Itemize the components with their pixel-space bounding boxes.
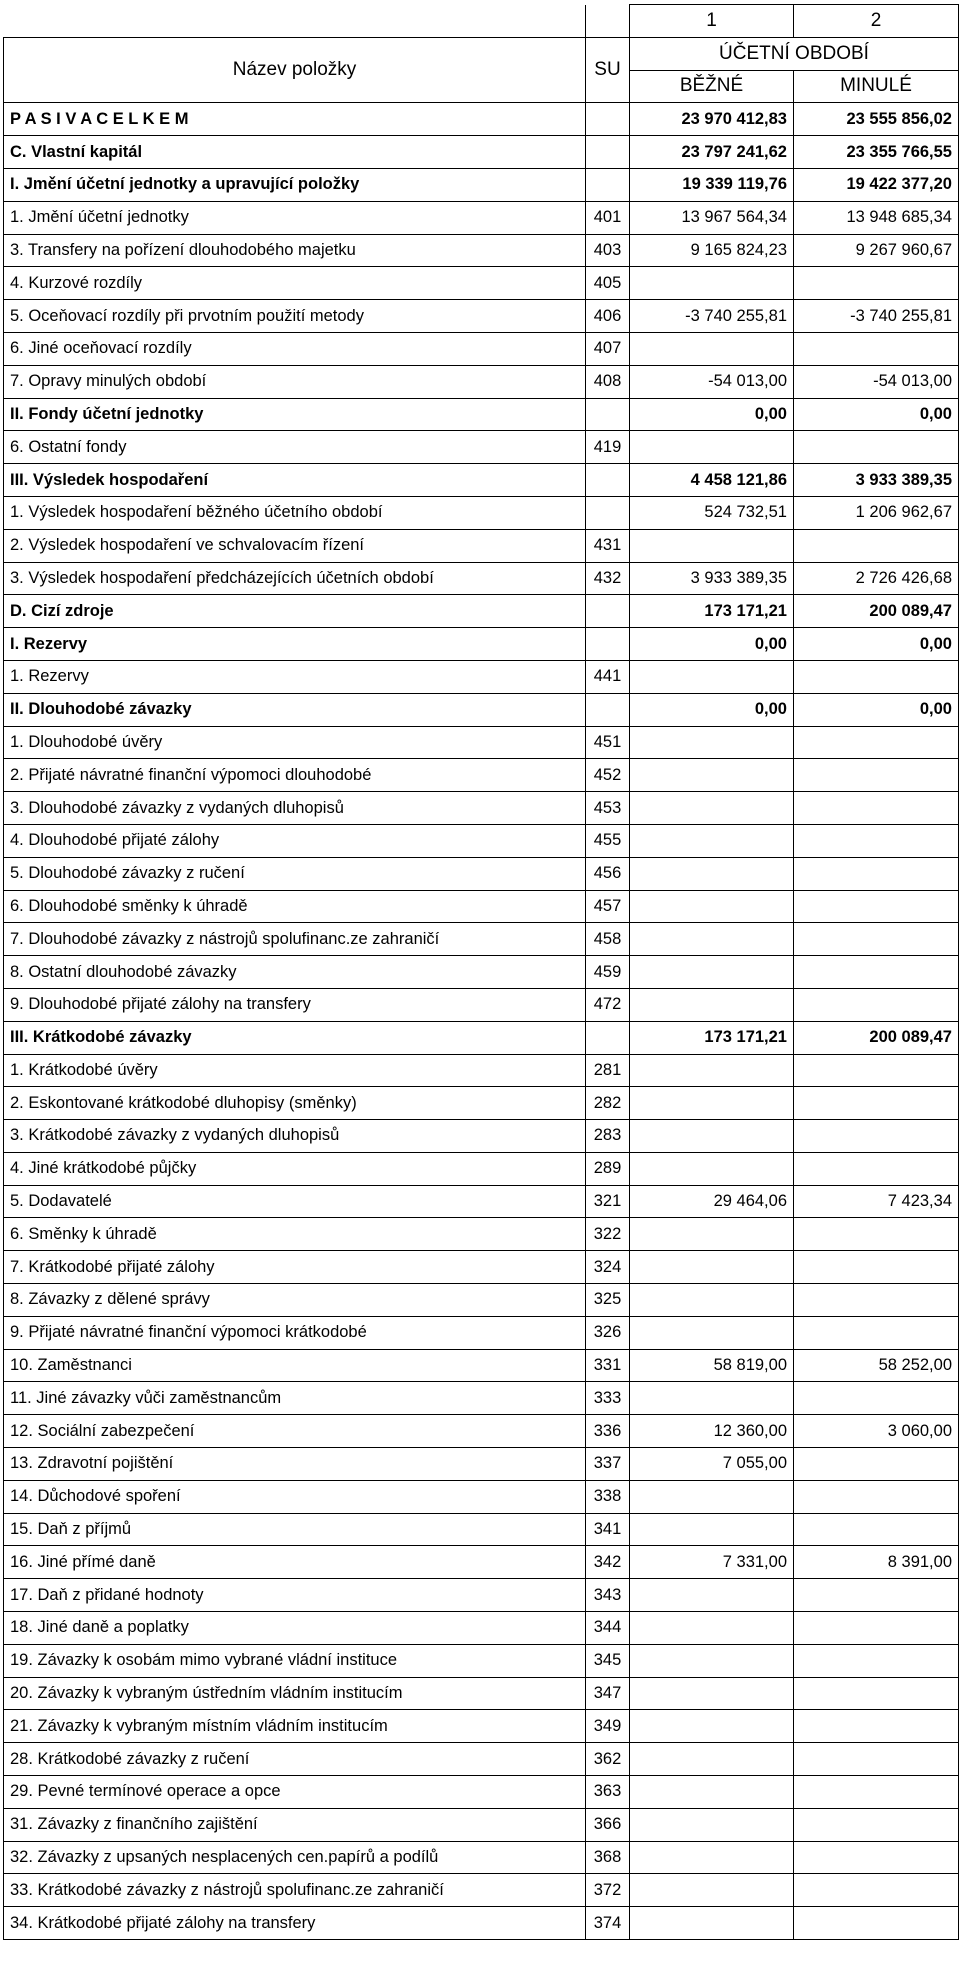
current-period-value bbox=[630, 726, 794, 759]
item-name-cell: 7. Opravy minulých období bbox=[4, 365, 586, 398]
table-row bbox=[4, 1579, 959, 1612]
su-code-cell bbox=[586, 464, 630, 497]
table-row bbox=[4, 365, 959, 398]
current-period-value: 29 464,06 bbox=[630, 1185, 794, 1218]
item-name-cell: 33. Krátkodobé závazky z nástrojů spolufinanc.ze zahraničí bbox=[4, 1874, 586, 1907]
previous-period-value: 58 252,00 bbox=[794, 1349, 959, 1382]
previous-period-value bbox=[794, 529, 959, 562]
item-name-cell: 5. Dodavatelé bbox=[4, 1185, 586, 1218]
current-period-value bbox=[630, 1152, 794, 1185]
previous-period-value bbox=[794, 726, 959, 759]
item-name-cell: 19. Závazky k osobám mimo vybrané vládní instituce bbox=[4, 1644, 586, 1677]
previous-period-value bbox=[794, 759, 959, 792]
table-row bbox=[4, 1284, 959, 1317]
previous-period-value bbox=[794, 1382, 959, 1415]
previous-period-value bbox=[794, 923, 959, 956]
su-code-cell bbox=[586, 628, 630, 661]
table-row bbox=[4, 726, 959, 759]
current-period-value bbox=[630, 1218, 794, 1251]
current-period-value bbox=[630, 332, 794, 365]
su-code-cell bbox=[586, 1021, 630, 1054]
previous-period-value: 8 391,00 bbox=[794, 1546, 959, 1579]
current-period-value: 0,00 bbox=[630, 693, 794, 726]
item-name-cell: 4. Dlouhodobé přijaté zálohy bbox=[4, 824, 586, 857]
su-code-cell: 432 bbox=[586, 562, 630, 595]
item-name-cell: II. Dlouhodobé závazky bbox=[4, 693, 586, 726]
table-row bbox=[4, 595, 959, 628]
item-name-cell: 3. Dlouhodobé závazky z vydaných dluhopisů bbox=[4, 792, 586, 825]
current-period-value bbox=[630, 1743, 794, 1776]
previous-period-value: 1 206 962,67 bbox=[794, 496, 959, 529]
current-period-value: 0,00 bbox=[630, 398, 794, 431]
table-row bbox=[4, 1152, 959, 1185]
su-code-cell: 322 bbox=[586, 1218, 630, 1251]
item-name-cell: 3. Transfery na pořízení dlouhodobého majetku bbox=[4, 234, 586, 267]
previous-period-value: 23 355 766,55 bbox=[794, 136, 959, 169]
table-row bbox=[4, 1644, 959, 1677]
su-code-cell: 451 bbox=[586, 726, 630, 759]
current-period-value: 173 171,21 bbox=[630, 595, 794, 628]
table-row bbox=[4, 1907, 959, 1940]
header-blank-cell bbox=[586, 5, 630, 38]
su-code-cell: 337 bbox=[586, 1448, 630, 1481]
current-period-value bbox=[630, 824, 794, 857]
table-row bbox=[4, 792, 959, 825]
su-code-cell: 343 bbox=[586, 1579, 630, 1612]
table-row bbox=[4, 398, 959, 431]
previous-period-value bbox=[794, 1218, 959, 1251]
current-period-value bbox=[630, 1480, 794, 1513]
previous-period-value bbox=[794, 890, 959, 923]
table-row bbox=[4, 1776, 959, 1809]
previous-period-value: -3 740 255,81 bbox=[794, 300, 959, 333]
su-code-cell: 333 bbox=[586, 1382, 630, 1415]
current-period-value bbox=[630, 1808, 794, 1841]
su-code-cell: 372 bbox=[586, 1874, 630, 1907]
table-row bbox=[4, 136, 959, 169]
table-row bbox=[4, 857, 959, 890]
item-name-cell: 18. Jiné daně a poplatky bbox=[4, 1612, 586, 1645]
current-period-value bbox=[630, 1710, 794, 1743]
item-name-cell: 5. Oceňovací rozdíly při prvotním použití metody bbox=[4, 300, 586, 333]
table-row bbox=[4, 1808, 959, 1841]
table-row bbox=[4, 1021, 959, 1054]
previous-period-value bbox=[794, 1054, 959, 1087]
su-code-cell: 457 bbox=[586, 890, 630, 923]
table-row bbox=[4, 956, 959, 989]
previous-period-value: 2 726 426,68 bbox=[794, 562, 959, 595]
item-name-cell: 15. Daň z příjmů bbox=[4, 1513, 586, 1546]
previous-period-value bbox=[794, 1644, 959, 1677]
item-name-cell: 9. Přijaté návratné finanční výpomoci krátkodobé bbox=[4, 1316, 586, 1349]
item-name-cell: 2. Eskontované krátkodobé dluhopisy (směnky) bbox=[4, 1087, 586, 1120]
current-period-value: 7 055,00 bbox=[630, 1448, 794, 1481]
table-row bbox=[4, 234, 959, 267]
su-code-cell bbox=[586, 136, 630, 169]
column-number-1: 1 bbox=[630, 5, 794, 38]
previous-period-value bbox=[794, 1776, 959, 1809]
item-name-cell: 34. Krátkodobé přijaté zálohy na transfery bbox=[4, 1907, 586, 1940]
current-period-value: -54 013,00 bbox=[630, 365, 794, 398]
su-code-cell: 347 bbox=[586, 1677, 630, 1710]
previous-period-value: 3 933 389,35 bbox=[794, 464, 959, 497]
su-code-cell: 283 bbox=[586, 1120, 630, 1153]
table-row bbox=[4, 1349, 959, 1382]
table-row bbox=[4, 1415, 959, 1448]
su-code-cell bbox=[586, 103, 630, 136]
su-code-cell: 289 bbox=[586, 1152, 630, 1185]
item-name-cell: 14. Důchodové spoření bbox=[4, 1480, 586, 1513]
su-code-cell: 321 bbox=[586, 1185, 630, 1218]
previous-period-value bbox=[794, 1710, 959, 1743]
su-code-cell: 472 bbox=[586, 988, 630, 1021]
table-row bbox=[4, 1251, 959, 1284]
su-code-cell: 344 bbox=[586, 1612, 630, 1645]
item-name-cell: 29. Pevné termínové operace a opce bbox=[4, 1776, 586, 1809]
previous-period-value bbox=[794, 824, 959, 857]
item-name-cell: 4. Kurzové rozdíly bbox=[4, 267, 586, 300]
header-row-numbers bbox=[4, 5, 959, 38]
item-name-cell: 5. Dlouhodobé závazky z ručení bbox=[4, 857, 586, 890]
item-name-cell: III. Výsledek hospodaření bbox=[4, 464, 586, 497]
current-period-value: 524 732,51 bbox=[630, 496, 794, 529]
current-period-value: 23 797 241,62 bbox=[630, 136, 794, 169]
su-code-cell: 408 bbox=[586, 365, 630, 398]
item-name-cell: 6. Směnky k úhradě bbox=[4, 1218, 586, 1251]
su-code-cell: 324 bbox=[586, 1251, 630, 1284]
current-period-value bbox=[630, 267, 794, 300]
previous-period-value: 7 423,34 bbox=[794, 1185, 959, 1218]
table-row bbox=[4, 1677, 959, 1710]
table-row bbox=[4, 201, 959, 234]
su-code-cell: 366 bbox=[586, 1808, 630, 1841]
table-row bbox=[4, 1120, 959, 1153]
su-code-cell: 349 bbox=[586, 1710, 630, 1743]
item-name-cell: 13. Zdravotní pojištění bbox=[4, 1448, 586, 1481]
table-row bbox=[4, 168, 959, 201]
previous-period-value bbox=[794, 660, 959, 693]
previous-period-value bbox=[794, 1448, 959, 1481]
su-code-cell: 407 bbox=[586, 332, 630, 365]
su-code-cell: 441 bbox=[586, 660, 630, 693]
item-name-cell: 6. Ostatní fondy bbox=[4, 431, 586, 464]
previous-period-value: 200 089,47 bbox=[794, 595, 959, 628]
previous-period-value bbox=[794, 267, 959, 300]
table-row bbox=[4, 759, 959, 792]
item-name-cell: 11. Jiné závazky vůči zaměstnancům bbox=[4, 1382, 586, 1415]
su-code-cell: 431 bbox=[586, 529, 630, 562]
current-period-value bbox=[630, 1776, 794, 1809]
current-period-value bbox=[630, 1841, 794, 1874]
su-code-cell: 281 bbox=[586, 1054, 630, 1087]
header-row-period bbox=[4, 37, 959, 70]
su-code-cell: 368 bbox=[586, 1841, 630, 1874]
current-period-value: 23 970 412,83 bbox=[630, 103, 794, 136]
table-row bbox=[4, 300, 959, 333]
table-row bbox=[4, 1054, 959, 1087]
item-name-cell: I. Jmění účetní jednotky a upravující položky bbox=[4, 168, 586, 201]
previous-period-value: 0,00 bbox=[794, 398, 959, 431]
item-name-cell: 1. Jmění účetní jednotky bbox=[4, 201, 586, 234]
item-name-cell: 3. Krátkodobé závazky z vydaných dluhopisů bbox=[4, 1120, 586, 1153]
su-header: SU bbox=[586, 37, 630, 103]
balance-sheet-body bbox=[4, 5, 959, 1940]
table-row bbox=[4, 529, 959, 562]
previous-period-value: 13 948 685,34 bbox=[794, 201, 959, 234]
table-row bbox=[4, 1316, 959, 1349]
item-name-cell: 7. Dlouhodobé závazky z nástrojů spolufinanc.ze zahraničí bbox=[4, 923, 586, 956]
su-code-cell bbox=[586, 168, 630, 201]
su-code-cell bbox=[586, 398, 630, 431]
su-code-cell: 458 bbox=[586, 923, 630, 956]
su-code-cell: 403 bbox=[586, 234, 630, 267]
previous-period-value: 0,00 bbox=[794, 628, 959, 661]
su-code-cell: 374 bbox=[586, 1907, 630, 1940]
current-period-header: BĚŽNÉ bbox=[630, 70, 794, 103]
table-row bbox=[4, 1612, 959, 1645]
previous-period-value bbox=[794, 1120, 959, 1153]
current-period-value bbox=[630, 759, 794, 792]
previous-period-value bbox=[794, 857, 959, 890]
previous-period-value: 19 422 377,20 bbox=[794, 168, 959, 201]
previous-period-value bbox=[794, 988, 959, 1021]
current-period-value bbox=[630, 1874, 794, 1907]
previous-period-value bbox=[794, 431, 959, 464]
item-name-cell: 20. Závazky k vybraným ústředním vládním institucím bbox=[4, 1677, 586, 1710]
table-row bbox=[4, 103, 959, 136]
su-code-cell: 341 bbox=[586, 1513, 630, 1546]
table-row bbox=[4, 660, 959, 693]
item-name-cell: 21. Závazky k vybraným místním vládním institucím bbox=[4, 1710, 586, 1743]
previous-period-value: -54 013,00 bbox=[794, 365, 959, 398]
item-name-cell: 8. Závazky z dělené správy bbox=[4, 1284, 586, 1317]
current-period-value: 13 967 564,34 bbox=[630, 201, 794, 234]
current-period-value bbox=[630, 890, 794, 923]
previous-period-value bbox=[794, 1612, 959, 1645]
previous-period-value bbox=[794, 1480, 959, 1513]
su-code-cell: 453 bbox=[586, 792, 630, 825]
item-name-cell: 17. Daň z přidané hodnoty bbox=[4, 1579, 586, 1612]
su-code-cell bbox=[586, 496, 630, 529]
item-name-cell: 7. Krátkodobé přijaté zálohy bbox=[4, 1251, 586, 1284]
current-period-value bbox=[630, 529, 794, 562]
current-period-value bbox=[630, 1120, 794, 1153]
su-code-cell: 338 bbox=[586, 1480, 630, 1513]
current-period-value: 173 171,21 bbox=[630, 1021, 794, 1054]
previous-period-value bbox=[794, 1677, 959, 1710]
previous-period-value bbox=[794, 956, 959, 989]
table-row bbox=[4, 824, 959, 857]
table-row bbox=[4, 1218, 959, 1251]
current-period-value bbox=[630, 1251, 794, 1284]
previous-period-value bbox=[794, 1087, 959, 1120]
su-code-cell: 282 bbox=[586, 1087, 630, 1120]
item-name-cell: 32. Závazky z upsaných nesplacených cen.papírů a podílů bbox=[4, 1841, 586, 1874]
previous-period-value bbox=[794, 1841, 959, 1874]
previous-period-value bbox=[794, 1743, 959, 1776]
previous-period-value bbox=[794, 1152, 959, 1185]
previous-period-value bbox=[794, 1251, 959, 1284]
current-period-value bbox=[630, 988, 794, 1021]
table-row bbox=[4, 693, 959, 726]
current-period-value: 12 360,00 bbox=[630, 1415, 794, 1448]
table-row bbox=[4, 1513, 959, 1546]
table-row bbox=[4, 1185, 959, 1218]
table-row bbox=[4, 1448, 959, 1481]
current-period-value bbox=[630, 1907, 794, 1940]
previous-period-value bbox=[794, 1513, 959, 1546]
table-row bbox=[4, 1480, 959, 1513]
current-period-value bbox=[630, 660, 794, 693]
current-period-value bbox=[630, 1579, 794, 1612]
previous-period-value bbox=[794, 1874, 959, 1907]
item-name-cell: C. Vlastní kapitál bbox=[4, 136, 586, 169]
table-row bbox=[4, 1743, 959, 1776]
item-name-cell: 31. Závazky z finančního zajištění bbox=[4, 1808, 586, 1841]
item-name-cell: 1. Dlouhodobé úvěry bbox=[4, 726, 586, 759]
su-code-cell: 401 bbox=[586, 201, 630, 234]
item-name-cell: 6. Dlouhodobé směnky k úhradě bbox=[4, 890, 586, 923]
su-code-cell: 456 bbox=[586, 857, 630, 890]
previous-period-value: 200 089,47 bbox=[794, 1021, 959, 1054]
table-row bbox=[4, 562, 959, 595]
table-row bbox=[4, 1382, 959, 1415]
previous-period-value bbox=[794, 1284, 959, 1317]
item-name-cell: 3. Výsledek hospodaření předcházejících účetních období bbox=[4, 562, 586, 595]
su-code-cell: 455 bbox=[586, 824, 630, 857]
table-row bbox=[4, 988, 959, 1021]
previous-period-value: 0,00 bbox=[794, 693, 959, 726]
item-name-cell: 16. Jiné přímé daně bbox=[4, 1546, 586, 1579]
current-period-value bbox=[630, 431, 794, 464]
current-period-value bbox=[630, 956, 794, 989]
su-code-cell: 362 bbox=[586, 1743, 630, 1776]
current-period-value bbox=[630, 792, 794, 825]
table-row bbox=[4, 890, 959, 923]
previous-period-value: 3 060,00 bbox=[794, 1415, 959, 1448]
current-period-value: -3 740 255,81 bbox=[630, 300, 794, 333]
accounting-period-header: ÚČETNÍ OBDOBÍ bbox=[630, 37, 959, 70]
item-name-cell: 2. Výsledek hospodaření ve schvalovacím řízení bbox=[4, 529, 586, 562]
su-code-cell: 325 bbox=[586, 1284, 630, 1317]
table-row bbox=[4, 628, 959, 661]
table-row bbox=[4, 1874, 959, 1907]
current-period-value bbox=[630, 1644, 794, 1677]
su-code-cell: 363 bbox=[586, 1776, 630, 1809]
su-code-cell: 452 bbox=[586, 759, 630, 792]
previous-period-value bbox=[794, 1579, 959, 1612]
item-name-cell: D. Cizí zdroje bbox=[4, 595, 586, 628]
table-row bbox=[4, 1546, 959, 1579]
item-name-cell: 1. Krátkodobé úvěry bbox=[4, 1054, 586, 1087]
su-code-cell: 405 bbox=[586, 267, 630, 300]
current-period-value: 19 339 119,76 bbox=[630, 168, 794, 201]
table-row bbox=[4, 1710, 959, 1743]
su-code-cell: 326 bbox=[586, 1316, 630, 1349]
item-name-cell: P A S I V A C E L K E M bbox=[4, 103, 586, 136]
current-period-value bbox=[630, 923, 794, 956]
current-period-value bbox=[630, 1677, 794, 1710]
previous-period-value bbox=[794, 792, 959, 825]
previous-period-value bbox=[794, 332, 959, 365]
previous-period-value bbox=[794, 1316, 959, 1349]
previous-period-value bbox=[794, 1907, 959, 1940]
su-code-cell: 345 bbox=[586, 1644, 630, 1677]
table-row bbox=[4, 464, 959, 497]
item-name-cell: 2. Přijaté návratné finanční výpomoci dlouhodobé bbox=[4, 759, 586, 792]
item-name-cell: I. Rezervy bbox=[4, 628, 586, 661]
current-period-value bbox=[630, 1382, 794, 1415]
header-blank-cell bbox=[4, 5, 586, 38]
item-name-cell: 4. Jiné krátkodobé půjčky bbox=[4, 1152, 586, 1185]
item-name-cell: 1. Rezervy bbox=[4, 660, 586, 693]
current-period-value: 3 933 389,35 bbox=[630, 562, 794, 595]
current-period-value bbox=[630, 1087, 794, 1120]
table-row bbox=[4, 431, 959, 464]
previous-period-header: MINULÉ bbox=[794, 70, 959, 103]
item-name-cell: II. Fondy účetní jednotky bbox=[4, 398, 586, 431]
item-name-cell: 10. Zaměstnanci bbox=[4, 1349, 586, 1382]
current-period-value: 58 819,00 bbox=[630, 1349, 794, 1382]
item-name-cell: 8. Ostatní dlouhodobé závazky bbox=[4, 956, 586, 989]
current-period-value bbox=[630, 857, 794, 890]
su-code-cell: 342 bbox=[586, 1546, 630, 1579]
table-row bbox=[4, 1087, 959, 1120]
previous-period-value bbox=[794, 1808, 959, 1841]
item-name-cell: 28. Krátkodobé závazky z ručení bbox=[4, 1743, 586, 1776]
current-period-value: 0,00 bbox=[630, 628, 794, 661]
table-row bbox=[4, 332, 959, 365]
current-period-value bbox=[630, 1284, 794, 1317]
table-row bbox=[4, 267, 959, 300]
su-code-cell: 419 bbox=[586, 431, 630, 464]
item-name-cell: 6. Jiné oceňovací rozdíly bbox=[4, 332, 586, 365]
current-period-value bbox=[630, 1513, 794, 1546]
table-row bbox=[4, 923, 959, 956]
previous-period-value: 9 267 960,67 bbox=[794, 234, 959, 267]
su-code-cell: 336 bbox=[586, 1415, 630, 1448]
previous-period-value: 23 555 856,02 bbox=[794, 103, 959, 136]
current-period-value bbox=[630, 1612, 794, 1645]
item-name-cell: 9. Dlouhodobé přijaté zálohy na transfery bbox=[4, 988, 586, 1021]
table-row bbox=[4, 1841, 959, 1874]
su-code-cell: 406 bbox=[586, 300, 630, 333]
current-period-value bbox=[630, 1054, 794, 1087]
current-period-value: 4 458 121,86 bbox=[630, 464, 794, 497]
item-name-cell: 1. Výsledek hospodaření běžného účetního období bbox=[4, 496, 586, 529]
current-period-value bbox=[630, 1316, 794, 1349]
su-code-cell bbox=[586, 693, 630, 726]
su-code-cell: 331 bbox=[586, 1349, 630, 1382]
item-name-cell: III. Krátkodobé závazky bbox=[4, 1021, 586, 1054]
current-period-value: 9 165 824,23 bbox=[630, 234, 794, 267]
su-code-cell bbox=[586, 595, 630, 628]
item-name-cell: 12. Sociální zabezpečení bbox=[4, 1415, 586, 1448]
current-period-value: 7 331,00 bbox=[630, 1546, 794, 1579]
balance-sheet-table bbox=[3, 4, 959, 1940]
item-name-header: Název položky bbox=[4, 37, 586, 103]
column-number-2: 2 bbox=[794, 5, 959, 38]
su-code-cell: 459 bbox=[586, 956, 630, 989]
table-row bbox=[4, 496, 959, 529]
